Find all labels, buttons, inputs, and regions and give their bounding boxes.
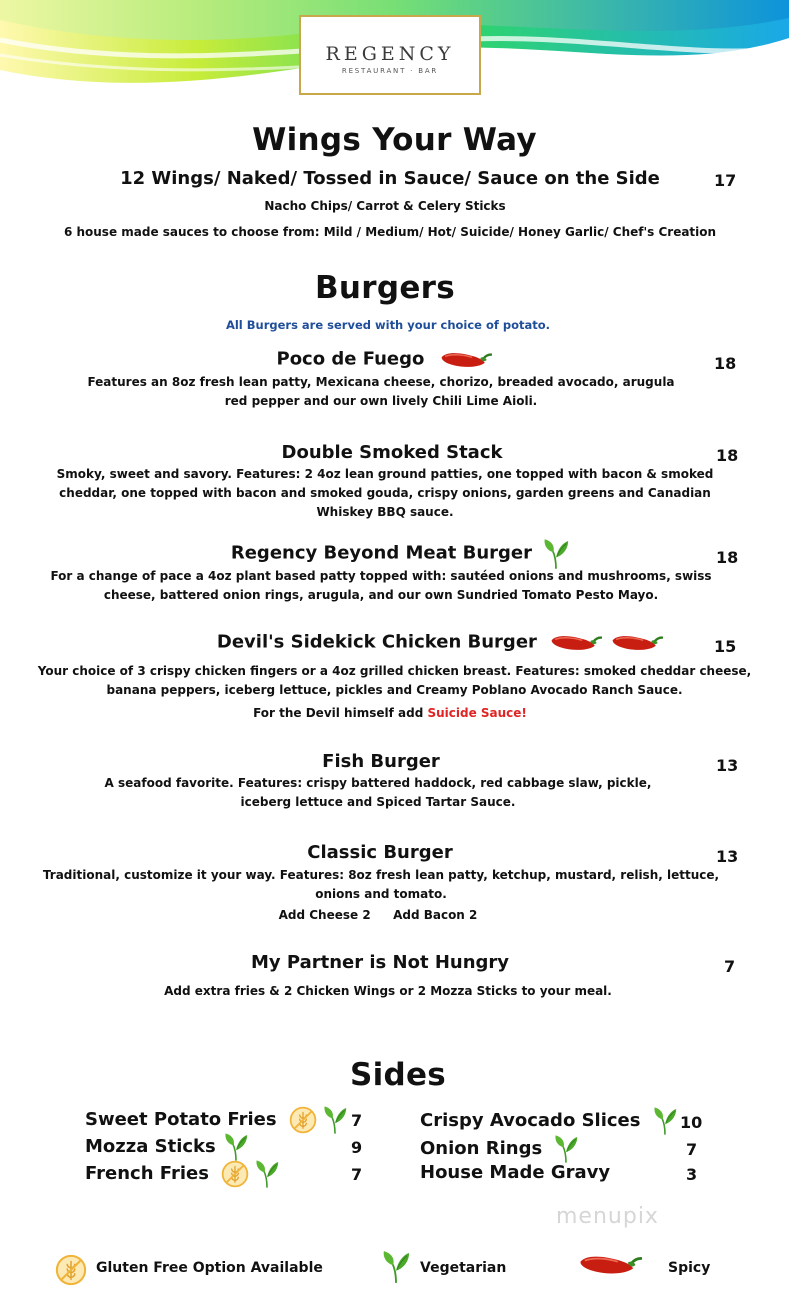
side-item-crispy-avocado (420, 1106, 677, 1136)
description-line: Features an 8oz fresh lean patty, Mexicana cheese, chorizo, breaded avocado, arugula (87, 375, 675, 389)
item-description (0, 465, 770, 522)
side-price: 10 (680, 1113, 703, 1132)
menu-item-poco-de-fuego (0, 348, 768, 372)
item-name: Fish Burger (322, 751, 440, 772)
legend-spicy: Spicy (668, 1260, 711, 1276)
item-description (0, 373, 762, 411)
item-name: Poco de Fuego (276, 348, 425, 370)
vegetarian-leaf-icon (382, 1250, 410, 1284)
wings-sauces-line: 6 house made sauces to choose from: Mild / Medium/ Hot/ Suicide/ Honey Garlic/ Chef's Creation (63, 225, 717, 239)
item-price: 13 (716, 756, 739, 775)
menu-item-devils-sidekick (0, 631, 789, 655)
spicy-pepper-icon (548, 631, 602, 655)
legend-vegetarian: Vegetarian (420, 1260, 507, 1276)
gluten-free-icon (55, 1254, 87, 1286)
classic-addons (0, 906, 756, 925)
wings-title: Wings Your Way (252, 122, 537, 158)
wings-item: 12 Wings/ Naked/ Tossed in Sauce/ Sauce on the Side (120, 168, 660, 189)
description-line: onions and tomato. (315, 887, 447, 901)
spicy-pepper-icon (576, 1250, 642, 1280)
item-description (0, 774, 756, 812)
vegetarian-leaf-icon (323, 1105, 347, 1135)
description-line: red pepper and our own lively Chili Lime Aioli. (224, 394, 538, 408)
item-name: Regency Beyond Meat Burger (230, 542, 533, 564)
item-description (0, 567, 762, 605)
item-price: 18 (714, 354, 737, 373)
side-name: Mozza Sticks (85, 1136, 216, 1157)
devil-extra-line (0, 704, 780, 723)
side-item-sweet-potato-fries (85, 1105, 347, 1135)
description-line: Whiskey BBQ sauce. (316, 505, 454, 519)
side-price: 7 (351, 1165, 363, 1184)
side-name: French Fries (85, 1163, 209, 1184)
description-line: Add extra fries & 2 Chicken Wings or 2 Mozza Sticks to your meal. (164, 984, 612, 998)
logo-box (299, 15, 481, 95)
extra-prefix: For the Devil himself add (253, 706, 424, 720)
item-price: 15 (714, 637, 737, 656)
side-item-french-fries (85, 1159, 279, 1189)
sides-title: Sides (349, 1057, 447, 1093)
burgers-title: Burgers (314, 270, 456, 306)
vegetarian-leaf-icon (653, 1106, 677, 1136)
description-line: Traditional, customize it your way. Features: 8oz fresh lean patty, ketchup, mustard, relish, lettuce, (42, 868, 720, 882)
item-name: Devil's Sidekick Chicken Burger (216, 631, 537, 653)
side-name: House Made Gravy (420, 1162, 611, 1183)
side-name: Onion Rings (420, 1138, 543, 1159)
logo-name: REGENCY (325, 43, 455, 65)
logo-tagline: RESTAURANT · BAR (341, 67, 439, 75)
side-item-house-made-gravy (420, 1162, 610, 1183)
side-price: 7 (351, 1111, 363, 1130)
side-name: Crispy Avocado Slices (420, 1110, 641, 1131)
vegetarian-leaf-icon (255, 1159, 279, 1189)
legend-gluten-free: Gluten Free Option Available (96, 1260, 323, 1276)
burgers-note: All Burgers are served with your choice of potato. (225, 318, 551, 332)
item-description (0, 662, 789, 700)
description-line: A seafood favorite. Features: crispy battered haddock, red cabbage slaw, pickle, (104, 776, 652, 790)
item-description (0, 982, 776, 1001)
addon-cheese: Add Cheese 2 (278, 908, 371, 922)
suicide-sauce-highlight: Suicide Sauce! (427, 706, 527, 720)
description-line: Your choice of 3 crispy chicken fingers or a 4oz grilled chicken breast. Features: smoked cheddar cheese, (37, 664, 752, 678)
item-name: Classic Burger (307, 842, 453, 863)
addon-bacon: Add Bacon 2 (393, 908, 478, 922)
description-line: iceberg lettuce and Spiced Tartar Sauce. (240, 795, 516, 809)
spicy-pepper-icon (609, 631, 663, 655)
item-description (0, 866, 762, 904)
side-price: 7 (686, 1140, 698, 1159)
item-price: 13 (716, 847, 739, 866)
side-price: 3 (686, 1165, 698, 1184)
vegetarian-leaf-icon (543, 538, 569, 570)
item-price: 18 (716, 548, 739, 567)
item-price: 7 (724, 957, 736, 976)
spicy-pepper-icon (438, 348, 492, 372)
vegetarian-leaf-icon (224, 1132, 248, 1162)
menu-item-beyond-meat (0, 538, 789, 570)
description-line: cheddar, one topped with bacon and smoked gouda, crispy onions, garden greens and Canadian (59, 486, 711, 500)
description-line: For a change of pace a 4oz plant based patty topped with: sautéed onions and mushrooms, swiss (50, 569, 712, 583)
item-name: Double Smoked Stack (281, 442, 503, 463)
gluten-free-icon (289, 1106, 317, 1134)
watermark: menupix (556, 1204, 659, 1229)
side-item-mozza-sticks (85, 1132, 248, 1162)
gluten-free-icon (221, 1160, 249, 1188)
side-item-onion-rings (420, 1134, 578, 1164)
description-line: banana peppers, iceberg lettuce, pickles and Creamy Poblano Avocado Ranch Sauce. (106, 683, 683, 697)
side-name: Sweet Potato Fries (85, 1109, 277, 1130)
description-line: cheese, battered onion rings, arugula, and our own Sundried Tomato Pesto Mayo. (103, 588, 659, 602)
wings-sides-line: Nacho Chips/ Carrot & Celery Sticks (264, 199, 506, 213)
side-price: 9 (351, 1138, 363, 1157)
item-price: 18 (716, 446, 739, 465)
item-name: My Partner is Not Hungry (250, 952, 510, 973)
description-line: Smoky, sweet and savory. Features: 2 4oz lean ground patties, one topped with bacon & smoked (56, 467, 714, 481)
wings-price: 17 (714, 171, 737, 190)
vegetarian-leaf-icon (554, 1134, 578, 1164)
